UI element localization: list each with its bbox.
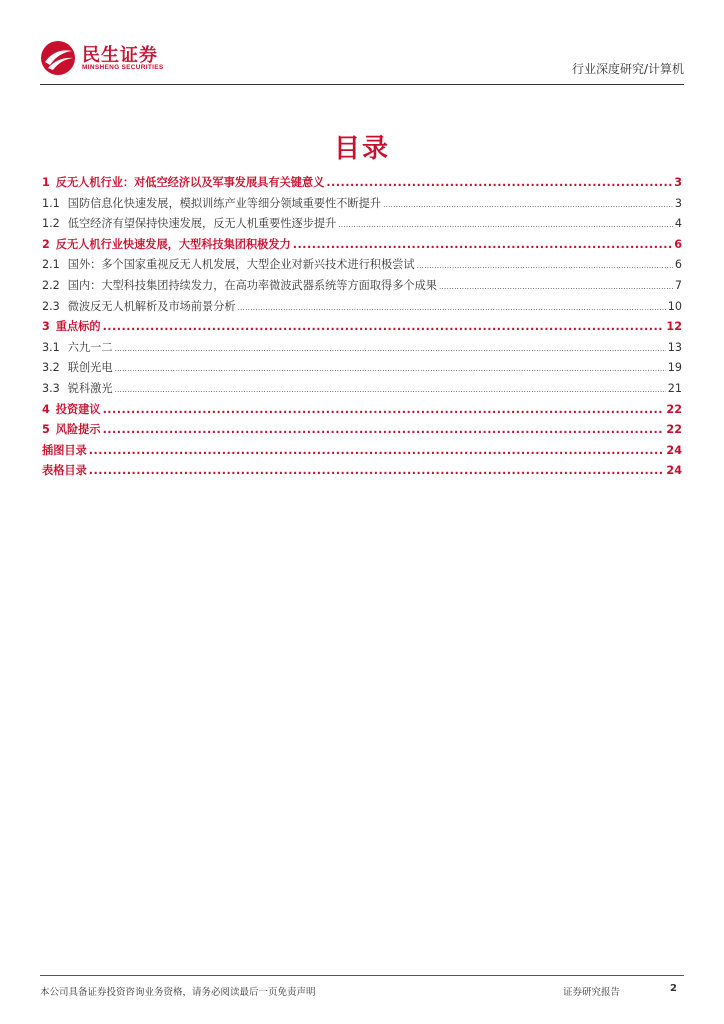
minsheng-logo: [40, 38, 180, 78]
toc-entry[interactable]: [42, 236, 682, 257]
toc-entry-number: 2.2: [42, 278, 60, 292]
toc-entry[interactable]: [42, 339, 682, 360]
toc-entry-title: 国外：多个国家重视反无人机发展，大型企业对新兴技术进行积极尝试: [67, 258, 415, 272]
toc-entry-page: 22: [666, 423, 682, 437]
toc-entry-page: 6: [674, 258, 682, 272]
footer-disclaimer: 本公司具备证券投资咨询业务资格，请务必阅读最后一页免责声明: [40, 987, 316, 998]
toc-entry-page: 6: [674, 237, 682, 251]
toc-entry-title: 六九一二: [67, 340, 113, 354]
toc-entry-number: 2: [42, 237, 50, 251]
toc-dot-leader: [417, 258, 673, 271]
toc-entry[interactable]: [42, 462, 682, 483]
toc-entry[interactable]: [42, 298, 682, 319]
header-divider: [40, 84, 684, 85]
toc-entry-page: 3: [674, 176, 682, 189]
toc-entry[interactable]: [42, 277, 682, 298]
toc-entry-number: 3.1: [42, 340, 60, 354]
toc-dot-leader: [89, 464, 665, 477]
toc-dot-leader: [238, 300, 666, 313]
toc-entry-title: 重点标的: [55, 320, 101, 334]
toc-entry-number: 2.3: [42, 299, 60, 313]
toc-entry-number: 1: [42, 176, 50, 189]
toc-entry-number: 1.1: [42, 196, 60, 210]
footer-report-type: 证券研究报告: [563, 987, 621, 998]
table-of-contents: [42, 174, 682, 483]
toc-entry[interactable]: [42, 318, 682, 339]
toc-entry-page: 3: [674, 196, 682, 210]
toc-entry[interactable]: [42, 442, 682, 463]
toc-dot-leader: [103, 423, 665, 436]
minsheng-logo-icon: [40, 40, 76, 76]
toc-entry-title: 国防信息化快速发展，模拟训练产业等细分领域重要性不断提升: [67, 196, 382, 210]
toc-entry-title: 微波反无人机解析及市场前景分析: [67, 299, 236, 313]
toc-entry-page: 24: [666, 464, 682, 478]
toc-entry-title: 低空经济有望保持快速发展，反无人机重要性逐步提升: [67, 217, 337, 231]
toc-dot-leader: [115, 341, 666, 354]
toc-entry-title: 反无人机行业快速发展，大型科技集团积极发力: [55, 237, 291, 251]
toc-entry-number: 4: [42, 402, 50, 416]
toc-dot-leader: [115, 382, 666, 395]
toc-entry-page: 10: [667, 299, 682, 313]
toc-entry-title: 锐科激光: [67, 381, 113, 395]
toc-entry-page: 12: [666, 320, 682, 334]
toc-entry-number: 1.2: [42, 217, 60, 231]
toc-dot-leader: [89, 444, 665, 457]
toc-entry-number: 2.1: [42, 258, 60, 272]
toc-entry-title: 国内：大型科技集团持续发力，在高功率微波武器系统等方面取得多个成果: [67, 278, 437, 292]
toc-dot-leader: [326, 176, 672, 189]
toc-dot-leader: [338, 217, 673, 230]
toc-dot-leader: [115, 361, 666, 374]
page-number: 2: [670, 983, 677, 994]
toc-entry-page: 13: [667, 340, 682, 354]
toc-entry-page: 7: [674, 278, 682, 292]
toc-entry[interactable]: [42, 256, 682, 277]
toc-entry[interactable]: [42, 401, 682, 422]
toc-entry[interactable]: [42, 380, 682, 401]
toc-entry-number: 3: [42, 320, 50, 334]
toc-entry-title: 风险提示: [55, 423, 101, 437]
page-header: [40, 38, 684, 83]
toc-dot-leader: [439, 279, 673, 292]
toc-entry-page: 21: [667, 381, 682, 395]
toc-entry[interactable]: [42, 215, 682, 236]
toc-entry-number: 3.3: [42, 381, 60, 395]
toc-entry-title: 插图目录: [42, 443, 87, 457]
toc-dot-leader: [383, 197, 673, 210]
toc-entry-title: 表格目录: [42, 464, 87, 478]
footer-divider: [40, 975, 684, 976]
toc-entry[interactable]: [42, 174, 682, 195]
toc-title: 目录: [333, 134, 390, 164]
toc-entry-number: 3.2: [42, 361, 60, 375]
toc-entry-title: 投资建议: [55, 402, 101, 416]
toc-entry[interactable]: [42, 359, 682, 380]
logo-english-name: MINSHENG SECURITIES: [82, 64, 164, 71]
toc-entry-page: 19: [667, 361, 682, 375]
toc-dot-leader: [293, 238, 672, 251]
toc-dot-leader: [103, 403, 665, 416]
toc-entry-page: 24: [666, 443, 682, 457]
toc-entry[interactable]: [42, 421, 682, 442]
report-category: 行业深度研究/计算机: [571, 62, 684, 76]
toc-entry[interactable]: [42, 195, 682, 216]
toc-entry-number: 5: [42, 423, 50, 437]
toc-entry-page: 22: [666, 402, 682, 416]
toc-entry-title: 联创光电: [67, 361, 113, 375]
logo-chinese-name: 民生证券: [82, 45, 158, 66]
toc-entry-title: 反无人机行业：对低空经济以及军事发展具有关键意义: [55, 176, 325, 189]
toc-dot-leader: [103, 320, 665, 333]
toc-entry-page: 4: [674, 217, 682, 231]
